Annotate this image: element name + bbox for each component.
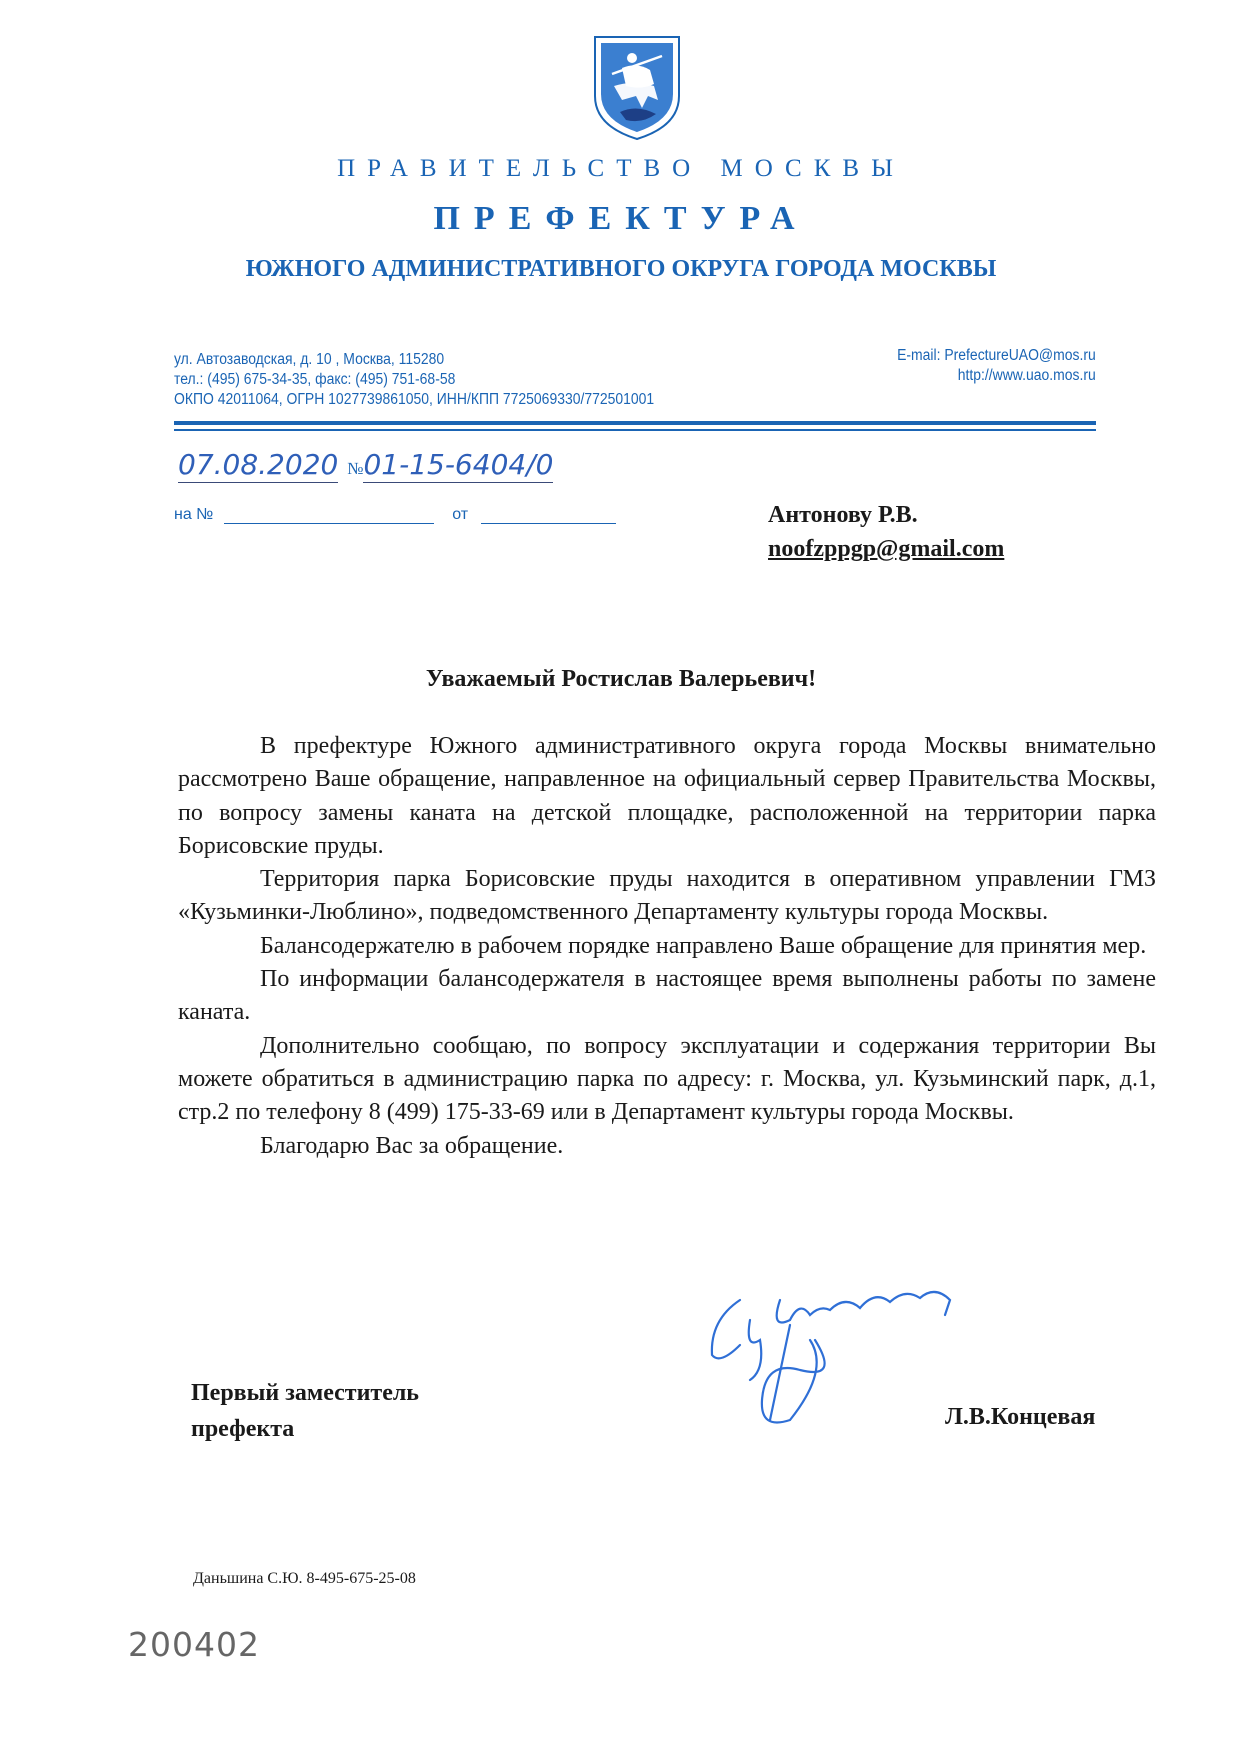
paragraph: Территория парка Борисовские пруды находится в оперативном управлении ГМЗ «Кузьминки-Люблино», подведомственного Департаменту культуры города Москвы. (178, 866, 1156, 926)
addressee (768, 498, 1004, 566)
website-link[interactable]: http://www.uao.mos.ru (957, 367, 1096, 384)
paragraph: Благодарю Вас за обращение. (260, 1132, 564, 1159)
ref-date-blank (481, 505, 616, 524)
ref-from-label: от (452, 506, 469, 523)
paragraph: Балансодержателю в рабочем порядке направлено Ваше обращение для принятия мер. (260, 932, 1147, 959)
email-link[interactable]: E-mail: PrefectureUAO@mos.ru (897, 347, 1096, 364)
phone: тел.: (495) 675-34-35, факс: (495) 751-68-58 (174, 371, 456, 388)
executor-contact: Даньшина С.Ю. 8-495-675-25-08 (193, 1570, 416, 1587)
registration-date: 07.08.2020 (178, 448, 339, 481)
district-title: ЮЖНОГО АДМИНИСТРАТИВНОГО ОКРУГА ГОРОДА МОСКВЫ (245, 256, 997, 282)
reference-line (174, 505, 616, 524)
registration-number: 01-15-6404/0 (363, 448, 554, 481)
letterhead-divider-thin (174, 429, 1096, 431)
registry-codes: ОКПО 42011064, ОГРН 1027739861050, ИНН/КПП 7725069330/772501001 (174, 391, 655, 408)
contact-block (174, 350, 654, 410)
letter-body (178, 730, 1156, 1163)
position-line: Первый заместитель (191, 1380, 419, 1406)
paragraph: По информации балансодержателя в настоящее время выполнены работы по замене каната. (178, 966, 1156, 1026)
address: ул. Автозаводская, д. 10 , Москва, 115280 (174, 351, 445, 368)
position-line: префекта (191, 1416, 295, 1442)
government-title: ПРАВИТЕЛЬСТВО МОСКВЫ (337, 155, 905, 182)
prefecture-title: ПРЕФЕКТУРА (433, 200, 809, 237)
document-code: 200402 (128, 1625, 260, 1664)
ref-number-blank (224, 505, 434, 524)
moscow-coat-of-arms-emblem (592, 34, 682, 142)
paragraph: В префектуре Южного административного округа города Москвы внимательно рассмотрено Ваше обращение, направленное на официальный сервер Правительства Москвы, по вопросу замены каната на детской площадке, расположенной на территории парка Борисовские пруды. (178, 733, 1156, 859)
ref-number-label: на № (174, 506, 214, 523)
greeting: Уважаемый Ростислав Валерьевич! (425, 666, 817, 692)
registration-stamp (178, 448, 553, 481)
paragraph: Дополнительно сообщаю, по вопросу эксплуатации и содержания территории Вы можете обратиться в администрацию парка по адресу: г. Москва, ул. Кузьминский парк, д.1, стр.2 по телефону 8 (499) 175-33-69 или в Департамент культуры города Москвы. (178, 1032, 1156, 1126)
addressee-email[interactable]: noofzppgp@gmail.com (768, 536, 1005, 562)
signer-position (191, 1375, 419, 1447)
signer-name: Л.В.Концевая (945, 1404, 1096, 1430)
web-contacts (897, 346, 1096, 386)
number-label: № (347, 459, 364, 478)
letterhead-divider-thick (174, 421, 1096, 425)
addressee-name: Антонову Р.В. (768, 502, 918, 528)
